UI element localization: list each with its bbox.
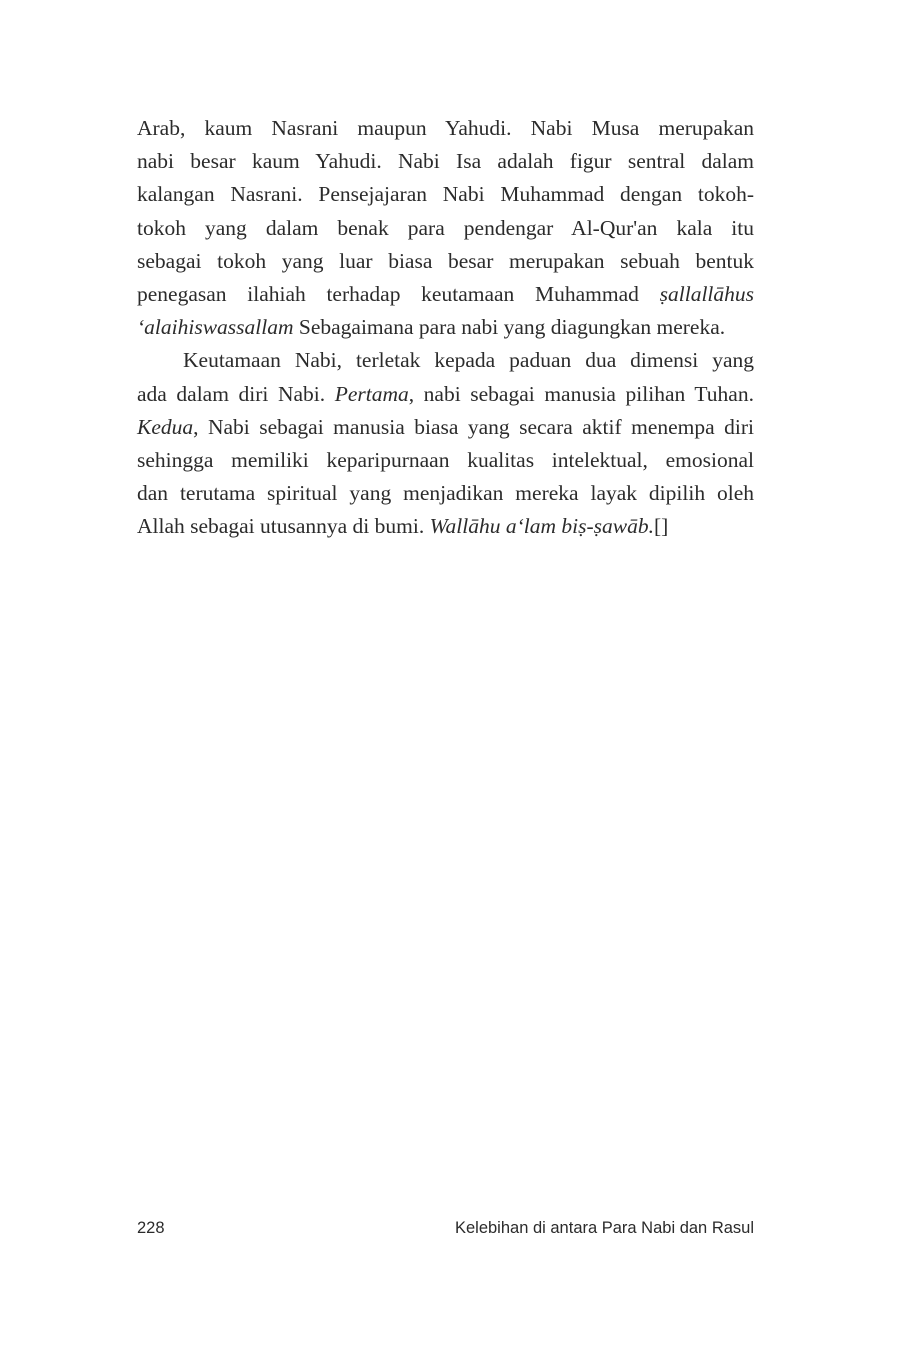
pertama-italic: Pertama — [334, 381, 409, 406]
closing-phrase-italic: Wallāhu a‘lam biṣ-ṣawāb. — [429, 514, 654, 539]
page-number: 228 — [137, 1219, 165, 1237]
paragraph-2-line-4: sehingga memiliki keparipurnaan kualitas intelektual, emosional — [137, 448, 754, 473]
page-body — [137, 112, 754, 544]
paragraph-2-line-6-text: Allah sebagai utusannya di bumi. — [137, 514, 430, 539]
paragraph-2-line-2 — [137, 378, 754, 411]
paragraph-2-line-6 — [137, 510, 754, 543]
paragraph-1-line-3: kalangan Nasrani. Pensejajaran Nabi Muhammad dengan tokoh- — [137, 182, 754, 207]
paragraph-2-line-3 — [137, 411, 754, 444]
page-footer — [137, 1219, 754, 1245]
paragraph-2 — [137, 344, 754, 543]
paragraph-2-line-5: dan terutama spiritual yang menjadikan mereka layak dipilih oleh — [137, 481, 754, 506]
paragraph-1-line-2: nabi besar kaum Yahudi. Nabi Isa adalah figur sentral dalam — [137, 149, 754, 174]
kedua-italic: Kedua — [137, 414, 194, 439]
running-title: Kelebihan di antara Para Nabi dan Rasul — [454, 1219, 754, 1237]
paragraph-1-line-7 — [137, 311, 754, 344]
paragraph-2-line-2-text: ada dalam diri Nabi. — [137, 381, 335, 406]
end-mark: [] — [653, 514, 669, 539]
paragraph-2-line-1: Keutamaan Nabi, terletak kepada paduan dua dimensi yang — [183, 348, 754, 373]
salawat-italic-1: ṣallallāhus — [659, 282, 755, 307]
salawat-italic-2: ‘alaihiswassallam — [137, 315, 294, 340]
paragraph-1-line-6-text: penegasan ilahiah terhadap keutamaan Muhammad — [137, 282, 639, 307]
paragraph-1-line-7-text: Sebagaimana para nabi yang diagungkan mereka. — [293, 315, 726, 340]
paragraph-1-line-6 — [137, 278, 754, 311]
paragraph-1-line-5: sebagai tokoh yang luar biasa besar merupakan sebuah bentuk — [137, 248, 754, 273]
paragraph-2-line-3-rest: , Nabi sebagai manusia biasa yang secara aktif menempa diri — [193, 414, 754, 439]
paragraph-1-line-4: tokoh yang dalam benak para pendengar Al-Qur'an kala itu — [137, 215, 754, 240]
paragraph-1-line-1: Arab, kaum Nasrani maupun Yahudi. Nabi Musa merupakan — [137, 116, 754, 140]
paragraph-1 — [137, 112, 754, 344]
paragraph-2-line-2-rest: , nabi sebagai manusia pilihan Tuhan. — [408, 381, 754, 406]
